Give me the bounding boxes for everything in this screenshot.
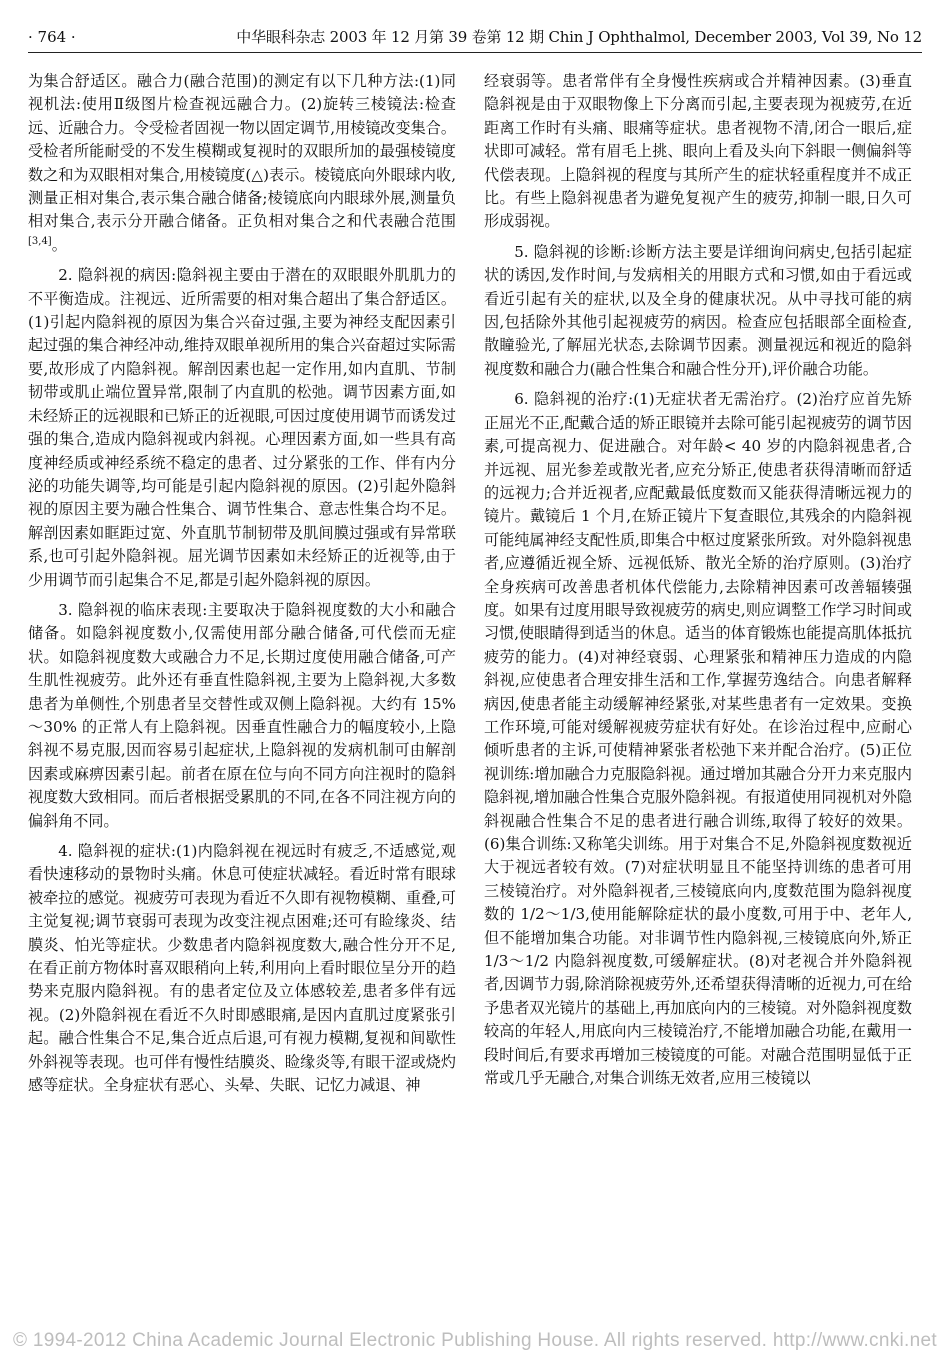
left-column: [28, 70, 456, 1097]
paragraph-text: 为集合舒适区。融合力(融合范围)的测定有以下几种方法:(1)同视机法:使用Ⅱ级图片检查视远融合力。(2)旋转三棱镜法:检查远、近融合力。令受检者固视一物以固定调节,用棱镜改变集合。受检者所能耐受的不发生模糊或复视时的双眼所加的最强棱镜度数之和为双眼相对集合,用棱镜度(△)表示。棱镜底向外眼球内收,测量正相对集合,表示集合融合储备;棱镜底向内眼球外展,测量负相对集合,表示分开融合储备。正负相对集合之和代表融合范围: [28, 72, 456, 231]
journal-running-header: 中华眼科杂志 2003 年 12 月第 39 卷第 12 期 Chin J Ophthalmol, December 2003, Vol 39, No 12: [236, 28, 922, 46]
paragraph-treatment: 6. 隐斜视的治疗:(1)无症状者无需治疗。(2)治疗应首先矫正屈光不正,配戴合适的矫正眼镜并去除可能引起视疲劳的调节因素,可提高视力、促进融合。对年龄< 40 岁的内隐斜视患者,合并远视、屈光参差或散光者,应充分矫正,使患者获得清晰而舒适的远视力;合并近视者,应配戴最低度数而又能获得清晰远视力的镜片。戴镜后 1 个月,在矫正镜片下复查眼位,其残余的内隐斜视可能纯属神经支配性质,即集合中枢过度紧张所致。对外隐斜视患者,应遵循近视全矫、远视低矫、散光全矫的治疗原则。(3)治疗全身疾病可改善患者机体代偿能力,去除精神因素可改善辐辏强度。如果有过度用眼导致视疲劳的病史,则应调整工作学习时间或习惯,使眼睛得到适当的休息。适当的体育锻炼也能提高肌体抵抗疲劳的能力。(4)对神经衰弱、心理紧张和精神压力造成的内隐斜视,应使患者合理安排生活和工作,掌握劳逸结合。向患者解释病因,使患者能主动缓解神经紧张,对某些患者有一定效果。变换工作环境,可能对缓解视疲劳症状有好处。在诊治过程中,应耐心倾听患者的主诉,可使精神紧张者松弛下来并配合治疗。(5)正位视训练:增加融合力克服隐斜视。通过增加其融合分开力来克服内隐斜视,增加融合性集合克服外隐斜视。有报道使用同视机对外隐斜视融合性集合不足的患者进行融合训练,取得了较好的效果。(6)集合训练:又称笔尖训练。用于对集合不足,外隐斜视度数视近大于视远者较有效。(7)对症状明显且不能坚持训练的患者可用三棱镜治疗。对外隐斜视者,三棱镜底向内,度数范围为隐斜视度数的 1/2～1/3,使用能解除症状的最小度数,可用于中、老年人,但不能增加集合功能。对非调节性内隐斜视,三棱镜底向外,矫正 1/3～1/2 内隐斜视度数,可缓解症状。(8)对老视合并外隐斜视者,因调节力弱,除消除视疲劳外,还希望获得清晰的近视力,可在给予患者双光镜片的基础上,再加底向内的三棱镜。对外隐斜视度数较高的年轻人,用底向内三棱镜治疗,不能增加融合功能,在戴用一段时间后,有要求再增加三棱镜度的可能。对融合范围明显低于正常或几乎无融合,对集合训练无效者,应用三棱镜以: [484, 390, 912, 1088]
paragraph-fusion-measurement: [28, 70, 456, 257]
page-number: · 764 ·: [28, 28, 76, 46]
paragraph-symptoms: 4. 隐斜视的症状:(1)内隐斜视在视远时有疲乏,不适感觉,观看快速移动的景物时头痛。休息可使症状减轻。看近时常有眼球被牵拉的感觉。视疲劳可表现为看近不久即有视物模糊、重叠,可主觉复视;调节衰弱可表现为改变注视点困难;还可有睑缘炎、结膜炎、怕光等症状。少数患者内隐斜视度数大,融合性分开不足,在看正前方物体时喜双眼稍向上转,利用向上看时眼位呈分开的趋势来克服内隐斜视。有的患者定位及立体感较差,患者多伴有远视。(2)外隐斜视在看近不久时即感眼痛,是因内直肌过度紧张引起。融合性集合不足,集合近点后退,可有视力模糊,复视和间歇性外斜视等表现。也可伴有慢性结膜炎、睑缘炎等,有眼干涩或烧灼感等症状。全身症状有恶心、头晕、失眠、记忆力减退、神: [28, 842, 456, 1095]
page-header: [28, 22, 922, 53]
paragraph-end: 。: [51, 235, 67, 254]
paragraph-diagnosis: 5. 隐斜视的诊断:诊断方法主要是详细询问病史,包括引起症状的诱因,发作时间,与发病相关的用眼方式和习惯,如由于看远或看近引起有关的症状,以及全身的健康状况。从中寻找可能的病因,包括除外其他引起视疲劳的病因。检查应包括眼部全面检查,散瞳验光,了解屈光状态,去除调节因素。测量视远和视近的隐斜视度数和融合力(融合性集合和融合性分开),评价融合功能。: [484, 242, 912, 378]
paragraph-symptoms-continued: 经衰弱等。患者常伴有全身慢性疾病或合并精神因素。(3)垂直隐斜视是由于双眼物像上下分离而引起,主要表现为视疲劳,在近距离工作时有头痛、眼痛等症状。患者视物不清,闭合一眼后,症状即可减轻。常有眉毛上挑、眼向上看及头向下斜眼一侧偏斜等代偿表现。上隐斜视的程度与其所产生的症状轻重程度并不成正比。有些上隐斜视患者为避免复视产生的疲劳,抑制一眼,日久可形成弱视。: [484, 72, 912, 231]
copyright-watermark: © 1994-2012 China Academic Journal Electronic Publishing House. All rights reserved. http://www.cnki.net: [13, 1330, 937, 1351]
paragraph-etiology: 2. 隐斜视的病因:隐斜视主要由于潜在的双眼眼外肌肌力的不平衡造成。注视远、近所需要的相对集合超出了集合舒适区。(1)引起内隐斜视的原因为集合兴奋过强,主要为神经支配因素引起过强的集合神经冲动,维持双眼单视所用的集合兴奋超过实际需要,故形成了内隐斜视。解剖因素也起一定作用,如内直肌、节制韧带或肌止端位置异常,限制了内直肌的松弛。调节因素方面,如未经矫正的远视眼和已矫正的近视眼,可因过度使用调节而诱发过强的集合,造成内隐斜视或内斜视。心理因素方面,如一些具有高度神经质或神经系统不稳定的患者、过分紧张的工作、伴有内分泌的功能失调等,均可能是引起内隐斜视的原因。(2)引起外隐斜视的原因主要为融合性集合、调节性集合、意志性集合均不足。解剖因素如眶距过宽、外直肌节制韧带及肌间膜过强或有异常联系,也可引起外隐斜视。屈光调节因素如未经矫正的近视等,由于少用调节而引起集合不足,都是引起外隐斜视的原因。: [28, 266, 456, 589]
paragraph-clinical-manifestation: 3. 隐斜视的临床表现:主要取决于隐斜视度数的大小和融合储备。如隐斜视度数小,仅需使用部分融合储备,可代偿而无症状。如隐斜视度数大或融合力不足,长期过度使用融合储备,可产生肌性视疲劳。此外还有垂直性隐斜视,主要为上隐斜视,大多数患者为单侧性,个别患者呈交替性或双侧上隐斜视。大约有 15%～30% 的正常人有上隐斜视。因垂直性融合力的幅度较小,上隐斜视不易克服,因而容易引起症状,上隐斜视的发病机制可由解剖因素或麻痹因素引起。前者在原在位与向不同方向注视时的隐斜视度数大致相同。而后者根据受累肌的不同,在各不同注视方向的偏斜角不同。: [28, 600, 456, 830]
right-column: [484, 70, 912, 1090]
citation-ref[interactable]: [3,4]: [28, 235, 52, 247]
